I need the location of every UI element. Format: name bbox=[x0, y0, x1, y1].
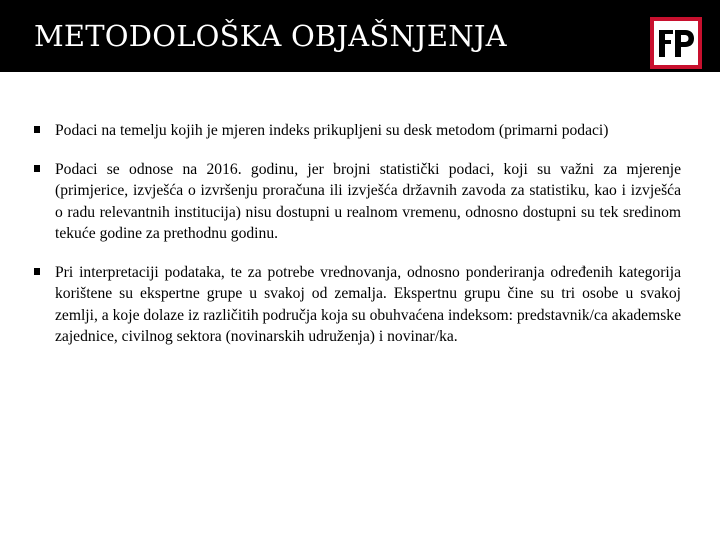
list-item bbox=[34, 120, 681, 142]
list-item bbox=[34, 262, 681, 348]
list-item bbox=[34, 159, 681, 245]
slide-title: METODOLOŠKA OBJAŠNJENJA bbox=[34, 19, 507, 53]
header-bar bbox=[0, 0, 720, 72]
square-bullet-icon bbox=[34, 165, 40, 172]
fp-logo-icon bbox=[650, 17, 702, 69]
list-item-text: Podaci na temelju kojih je mjeren indeks prikupljeni su desk metodom (primarni podaci) bbox=[55, 122, 609, 139]
list-item-text: Podaci se odnose na 2016. godinu, jer brojni statistički podaci, koji su važni za mjerenje (primjerice, izvješća o izvršenju proračuna ili izvješća državnih zavoda za statistiku, kao i izvješća o radu relevantnih institucija) nisu dostupni u realnom vremenu, odnosno dostupni su tek sredinom tekuće godine za prethodnu godinu. bbox=[55, 160, 681, 242]
square-bullet-icon bbox=[34, 268, 40, 275]
bullet-list bbox=[34, 120, 681, 365]
list-item-text: Pri interpretaciji podataka, te za potrebe vrednovanja, odnosno ponderiranja određenih kategorija korištene su ekspertne grupe u svakoj od zemalja. Ekspertnu grupu čine su tri osobe u svakoj zemlji, a koje dolaze iz različitih područja koja su obuhvaćena indeksom: predstavnik/ca akademske zajednice, civilnog sektora (novinarskih udruženja) i novinar/ka. bbox=[55, 263, 681, 345]
square-bullet-icon bbox=[34, 126, 40, 133]
